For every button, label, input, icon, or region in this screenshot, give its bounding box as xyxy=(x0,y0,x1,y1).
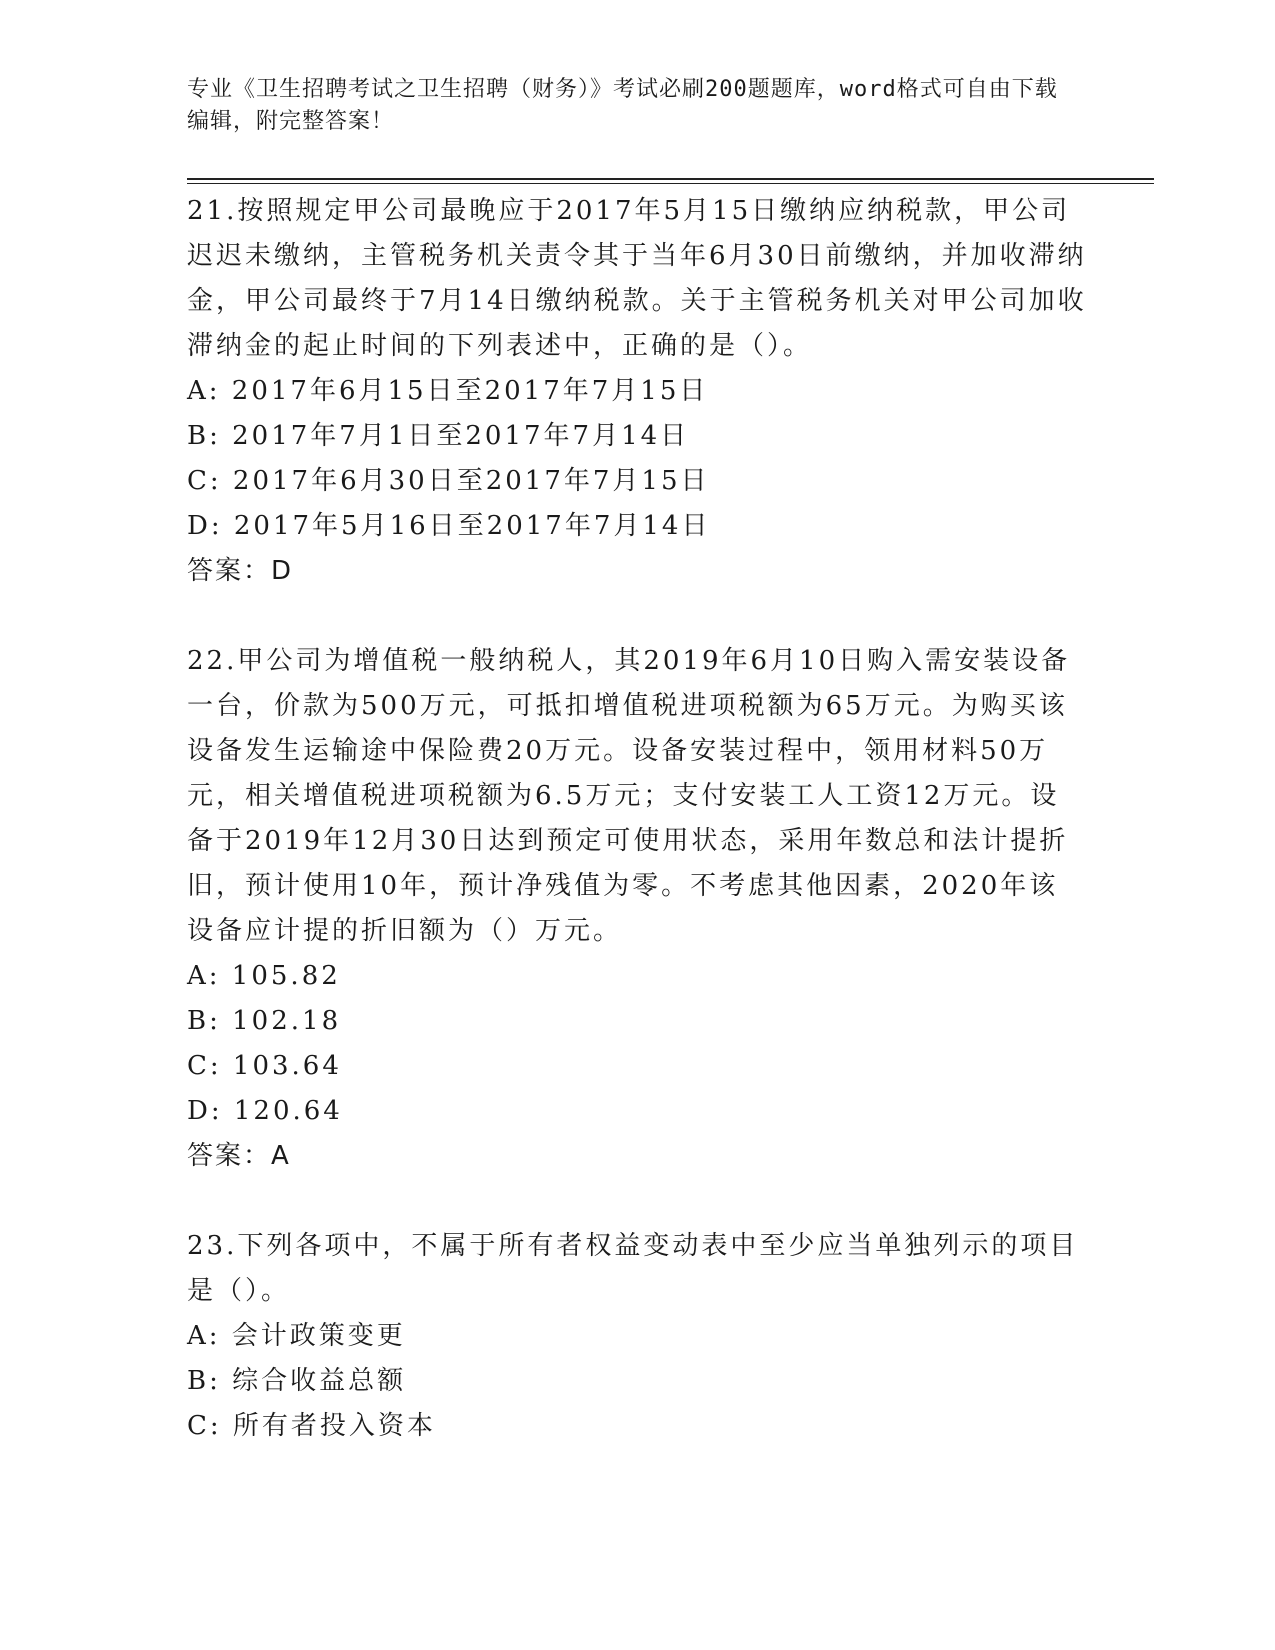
option-c: C: 103.64 xyxy=(187,1051,342,1081)
option-c: C: 2017年6月30日至2017年7月15日 xyxy=(187,466,710,496)
option-b: B: 综合收益总额 xyxy=(187,1366,407,1396)
option-a: A: 105.82 xyxy=(187,961,341,991)
question-stem: 22.甲公司为增值税一般纳税人，其2019年6月10日购入需安装设备一台，价款为500万元，可抵扣增值税进项税额为65万元。为购买该设备发生运输途中保险费20万元。设备安装过程中，领用材料50万元，相关增值税进项税额为6.5万元；支付安装工人工资12万元。设备于2019年12月30日达到预定可使用状态，采用年数总和法计提折旧，预计使用10年，预计净残值为零。不考虑其他因素，2020年该设备应计提的折旧额为（）万元。 xyxy=(187,646,1071,946)
answer-line: 答案：D xyxy=(187,556,294,586)
question-22 xyxy=(187,639,1087,1179)
option-d: D: 2017年5月16日至2017年7月14日 xyxy=(187,511,711,541)
question-stem: 21.按照规定甲公司最晚应于2017年5月15日缴纳应纳税款，甲公司迟迟未缴纳，主管税务机关责令其于当年6月30日前缴纳，并加收滞纳金，甲公司最终于7月14日缴纳税款。关于主管税务机关对甲公司加收滞纳金的起止时间的下列表述中，正确的是（）。 xyxy=(187,196,1087,361)
question-spacer xyxy=(187,1179,1087,1224)
option-a: A: 2017年6月15日至2017年7月15日 xyxy=(187,376,709,406)
question-stem: 23.下列各项中，不属于所有者权益变动表中至少应当单独列示的项目是（）。 xyxy=(187,1231,1079,1306)
option-c: C: 所有者投入资本 xyxy=(187,1411,436,1441)
answer-line: 答案：A xyxy=(187,1141,291,1171)
header-divider-thin xyxy=(187,183,1154,184)
option-a: A: 会计政策变更 xyxy=(187,1321,406,1351)
question-spacer xyxy=(187,594,1087,639)
header-divider-thick xyxy=(187,178,1154,180)
option-b: B: 2017年7月1日至2017年7月14日 xyxy=(187,421,690,451)
question-21 xyxy=(187,189,1087,594)
option-d: D: 120.64 xyxy=(187,1096,343,1126)
document-header: 专业《卫生招聘考试之卫生招聘（财务）》考试必刷200题题库，word格式可自由下载编辑，附完整答案！ xyxy=(187,77,1058,134)
question-23 xyxy=(187,1224,1087,1449)
question-list xyxy=(187,189,1087,1449)
option-b: B: 102.18 xyxy=(187,1006,342,1036)
